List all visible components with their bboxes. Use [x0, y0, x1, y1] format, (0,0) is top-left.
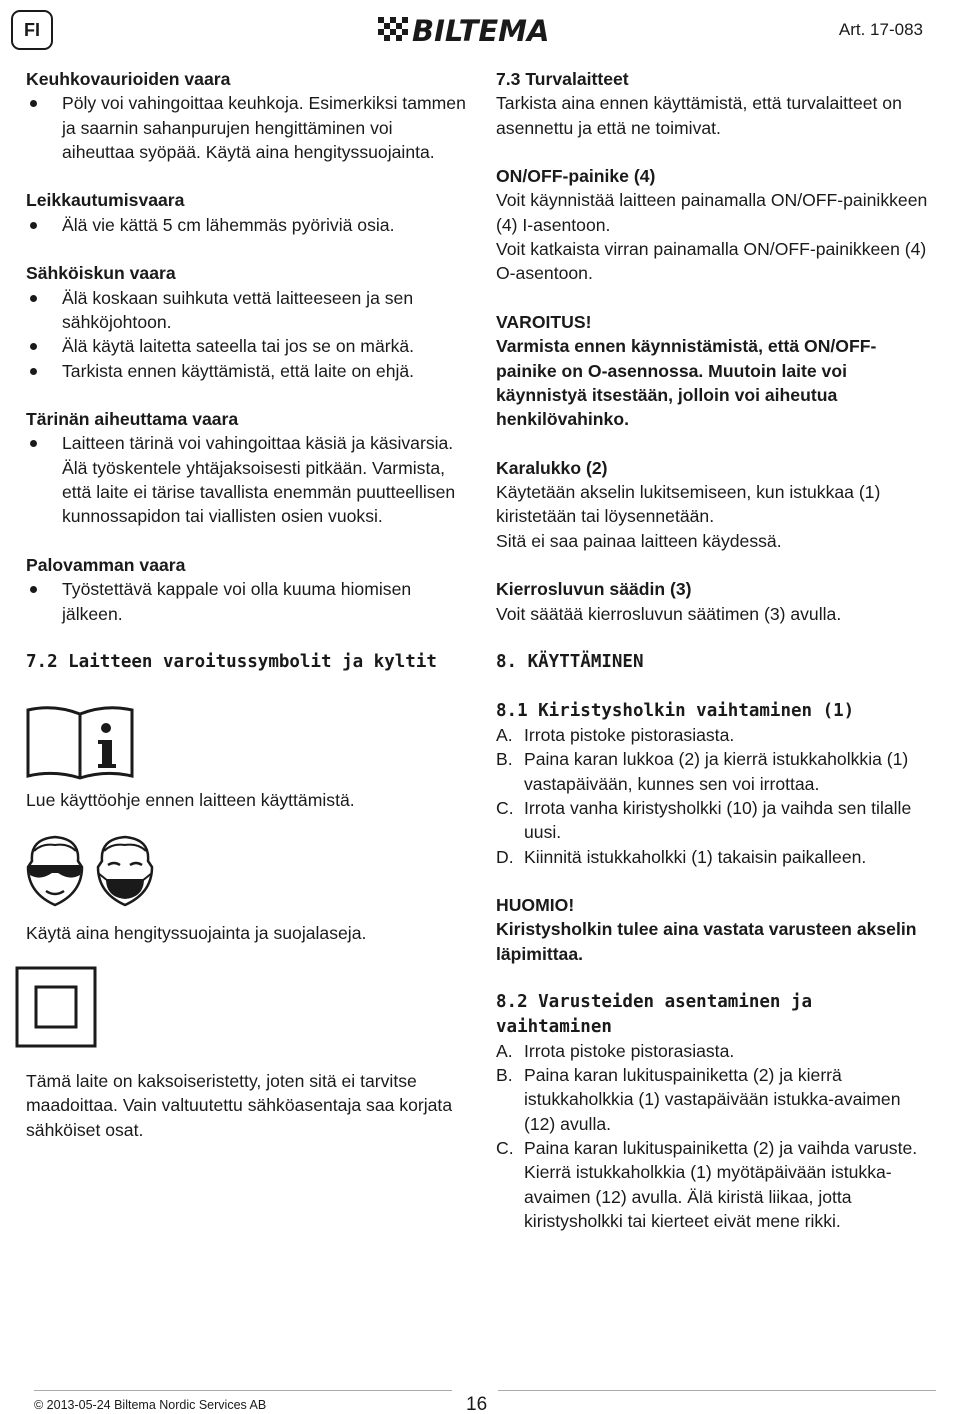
warning-section [496, 310, 936, 431]
left-column [26, 67, 466, 1142]
list-item: C. Paina karan lukituspainiketta (2) ja vaihda varuste. Kierrä istukkaholkkia (1) myötäpäivään istukka-avaimen (12) avulla. Älä kiristä liikaa, jotta kiristysholkki tai kierteet eivät mene rikki. [496, 1138, 918, 1231]
list-item: Työstettävä kappale voi olla kuuma hiomisen jälkeen. [26, 577, 466, 626]
speed-section [496, 577, 936, 626]
list-item: Älä käytä laitetta sateella tai jos se on märkä. [26, 334, 466, 358]
onoff-section [496, 164, 936, 285]
safety-section [496, 67, 936, 140]
lung-section [26, 67, 466, 164]
cut-title: Leikkautumisvaara [26, 190, 185, 211]
list-item: Tarkista ennen käyttämistä, että laite on ehjä. [26, 359, 466, 383]
burn-title: Palovamman vaara [26, 554, 186, 575]
list-item: A. Irrota pistoke pistorasiasta. [496, 1040, 735, 1061]
page-number: 16 [466, 1394, 488, 1414]
manual-info-icon [24, 704, 136, 780]
ppe-text: Käytä aina hengityssuojainta ja suojalaseja. [26, 922, 367, 943]
warning-title: VAROITUS! [496, 311, 592, 332]
collet-title: 8.1 Kiristysholkin vaihtaminen (1) [496, 700, 855, 721]
lock-line2: Sitä ei saa painaa laitteen käydessä. [496, 530, 782, 551]
list-item: Pöly voi vahingoittaa keuhkoja. Esimerkiksi tammen ja saarnin sahanpurujen hengittäminen voi aiheuttaa syöpää. Käytä aina hengityssuojainta. [26, 91, 466, 164]
symbols-section [26, 650, 466, 1142]
page-header [0, 0, 960, 62]
double-insulation-text: Tämä laite on kaksoiseristetty, joten sitä ei tarvitse maadoittaa. Vain valtuutettu sähköasentaja saa korjata sähköiset osat. [26, 1071, 453, 1140]
right-column [496, 67, 936, 1258]
list-item: B. Paina karan lukkoa (2) ja kierrä istukkaholkkia (1) vastapäivään, kunnes sen voi irrottaa. [496, 749, 909, 794]
shock-section [26, 261, 466, 382]
biltema-logo [378, 13, 582, 45]
note-section [496, 893, 936, 966]
speed-text: Voit säätää kierrosluvun säätimen (3) avulla. [496, 603, 842, 624]
page-footer [0, 1386, 960, 1414]
list-item: A. Irrota pistoke pistorasiasta. [496, 725, 735, 746]
lock-title: Karalukko (2) [496, 457, 608, 478]
double-insulation-icon [14, 965, 98, 1049]
copyright: © 2013-05-24 Biltema Nordic Services AB [34, 1398, 267, 1412]
collet-section [496, 699, 936, 869]
lock-section [496, 456, 936, 553]
warning-text: Varmista ennen käynnistämistä, että ON/OFF-painike on O-asennossa. Muutoin laite voi käynnistyä itsestään, jolloin voi aiheutua henkilövahinko. [496, 336, 877, 430]
list-item: D. Kiinnitä istukkaholkki (1) takaisin paikalleen. [496, 846, 867, 867]
accessory-title: 8.2 Varusteiden asentaminen ja vaihtaminen [496, 992, 813, 1037]
usage-section [496, 650, 936, 674]
language-badge: FI [11, 10, 53, 50]
lung-title: Keuhkovaurioiden vaara [26, 69, 231, 89]
svg-text:BILTEMA: BILTEMA [412, 14, 550, 45]
onoff-title: ON/OFF-painike (4) [496, 166, 656, 187]
note-title: HUOMIO! [496, 895, 575, 916]
article-number: Art. 17-083 [838, 20, 923, 39]
symbols-title: 7.2 Laitteen varoitussymbolit ja kyltit [26, 652, 437, 673]
onoff-line1: Voit käynnistää laitteen painamalla ON/OFF-painikkeen (4) I-asentoon. [496, 190, 928, 235]
list-item: B. Paina karan lukituspainiketta (2) ja kierrä istukkaholkkia (1) vastapäivään istukka-avaimen (12) avulla. [496, 1065, 901, 1134]
vibration-title: Tärinän aiheuttama vaara [26, 409, 239, 430]
ppe-symbols [22, 833, 466, 909]
vibration-section [26, 407, 466, 528]
burn-section [26, 553, 466, 626]
list-item: Laitteen tärinä voi vahingoittaa käsiä ja käsivarsia. Älä työskentele yhtäjaksoisesti pitkään. Varmista, että laite ei tärise tavallista enemmän puutteellisen kunnossapidon tai viallisten osien vuoksi. [26, 431, 466, 528]
list-item: C. Irrota vanha kiristysholkki (10) ja vaihda sen tilalle uusi. [496, 797, 912, 843]
list-item: Älä vie kättä 5 cm lähemmäs pyöriviä osia. [26, 213, 466, 237]
usage-title: 8. KÄYTTÄMINEN [496, 652, 644, 673]
safety-title: 7.3 Turvalaitteet [496, 69, 629, 89]
accessory-section [496, 990, 936, 1233]
safety-glasses-icon [22, 833, 88, 909]
note-text: Kiristysholkin tulee aina vastata varusteen akselin läpimittaa. [496, 919, 917, 964]
onoff-line2: Voit katkaista virran painamalla ON/OFF-painikkeen (4) O-asentoon. [496, 239, 927, 284]
cut-section [26, 188, 466, 237]
lock-line1: Käytetään akselin lukitsemiseen, kun istukkaa (1) kiristetään tai löysennetään. [496, 482, 881, 527]
manual-text: Lue käyttöohje ennen laitteen käyttämistä. [26, 790, 355, 811]
speed-title: Kierrosluvun säädin (3) [496, 579, 692, 600]
shock-title: Sähköiskun vaara [26, 263, 176, 284]
list-item: Älä koskaan suihkuta vettä laitteeseen ja sen sähköjohtoon. [26, 286, 466, 335]
respirator-icon [92, 833, 158, 909]
safety-text: Tarkista aina ennen käyttämistä, että turvalaitteet on asennettu ja että ne toimivat. [496, 93, 902, 138]
